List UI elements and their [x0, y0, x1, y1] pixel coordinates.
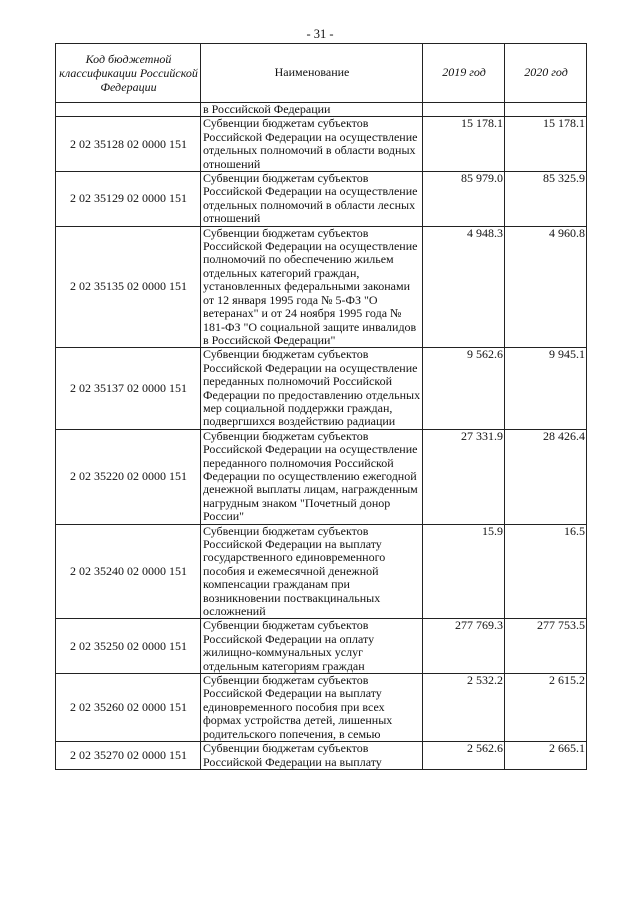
- header-name: Наименование: [201, 44, 423, 103]
- table-row: [56, 524, 587, 619]
- value-2020-cell: 9 945.1: [505, 348, 587, 429]
- value-2019-cell: 2 532.2: [423, 674, 505, 742]
- value-2019-cell: 85 979.0: [423, 172, 505, 227]
- value-2019-cell: 2 562.6: [423, 742, 505, 770]
- value-2019-cell: 15.9: [423, 524, 505, 619]
- continuation-2019-cell: [423, 103, 505, 117]
- table-row: [56, 674, 587, 742]
- table-row: [56, 226, 587, 348]
- code-cell: 2 02 35240 02 0000 151: [56, 524, 201, 619]
- header-year-2019: 2019 год: [423, 44, 505, 103]
- name-cell: Субвенции бюджетам субъектов Российской Федерации на осуществление полномочий по обеспечению жильем отдельных категорий граждан, установленных федеральными законами от 12 января 1995 года № 5-ФЗ "О ветеранах" и от 24 ноября 1995 года № 181-ФЗ "О социальной защите инвалидов в Российской Федерации": [201, 226, 423, 348]
- value-2019-cell: 9 562.6: [423, 348, 505, 429]
- continuation-2020-cell: [505, 103, 587, 117]
- code-cell: 2 02 35220 02 0000 151: [56, 429, 201, 524]
- name-cell: Субвенции бюджетам субъектов Российской Федерации на осуществление отдельных полномочий в области водных отношений: [201, 117, 423, 172]
- value-2020-cell: 277 753.5: [505, 619, 587, 674]
- header-code: Код бюджетной классификации Российской Федерации: [56, 44, 201, 103]
- code-cell: 2 02 35250 02 0000 151: [56, 619, 201, 674]
- name-cell: Субвенции бюджетам субъектов Российской Федерации на осуществление отдельных полномочий в области лесных отношений: [201, 172, 423, 227]
- value-2020-cell: 15 178.1: [505, 117, 587, 172]
- name-cell: Субвенции бюджетам субъектов Российской Федерации на осуществление переданных полномочий Российской Федерации по предоставлению отдельных мер социальной поддержки граждан, подвергшихся воздействию радиации: [201, 348, 423, 429]
- continuation-row: [56, 103, 587, 117]
- continuation-name-cell: в Российской Федерации: [201, 103, 423, 117]
- name-cell: Субвенции бюджетам субъектов Российской Федерации на выплату единовременного пособия при всех формах устройства детей, лишенных родительского попечения, в семью: [201, 674, 423, 742]
- budget-table: [55, 43, 587, 770]
- value-2019-cell: 4 948.3: [423, 226, 505, 348]
- table-row: [56, 619, 587, 674]
- value-2020-cell: 2 665.1: [505, 742, 587, 770]
- table-row: [56, 117, 587, 172]
- table-row: [56, 348, 587, 429]
- name-cell: Субвенции бюджетам субъектов Российской Федерации на выплату: [201, 742, 423, 770]
- value-2020-cell: 2 615.2: [505, 674, 587, 742]
- header-year-2020: 2020 год: [505, 44, 587, 103]
- name-cell: Субвенции бюджетам субъектов Российской Федерации на оплату жилищно-коммунальных услуг отдельным категориям граждан: [201, 619, 423, 674]
- code-cell: 2 02 35129 02 0000 151: [56, 172, 201, 227]
- value-2020-cell: 85 325.9: [505, 172, 587, 227]
- code-cell: 2 02 35137 02 0000 151: [56, 348, 201, 429]
- value-2019-cell: 15 178.1: [423, 117, 505, 172]
- value-2019-cell: 27 331.9: [423, 429, 505, 524]
- table-row: [56, 429, 587, 524]
- table-row: [56, 172, 587, 227]
- value-2020-cell: 28 426.4: [505, 429, 587, 524]
- code-cell: 2 02 35135 02 0000 151: [56, 226, 201, 348]
- page-number: - 31 -: [306, 27, 334, 41]
- code-cell: 2 02 35270 02 0000 151: [56, 742, 201, 770]
- continuation-code-cell: [56, 103, 201, 117]
- value-2020-cell: 4 960.8: [505, 226, 587, 348]
- name-cell: Субвенции бюджетам субъектов Российской Федерации на выплату государственного единовременного пособия и ежемесячной денежной компенсации гражданам при возникновении поствакцинальных осложнений: [201, 524, 423, 619]
- value-2020-cell: 16.5: [505, 524, 587, 619]
- table-row: [56, 742, 587, 770]
- table-header-row: [56, 44, 587, 103]
- code-cell: 2 02 35128 02 0000 151: [56, 117, 201, 172]
- code-cell: 2 02 35260 02 0000 151: [56, 674, 201, 742]
- name-cell: Субвенции бюджетам субъектов Российской Федерации на осуществление переданного полномочия Российской Федерации по осуществлению ежегодной денежной выплаты лицам, награжденным нагрудным знаком "Почетный донор России": [201, 429, 423, 524]
- value-2019-cell: 277 769.3: [423, 619, 505, 674]
